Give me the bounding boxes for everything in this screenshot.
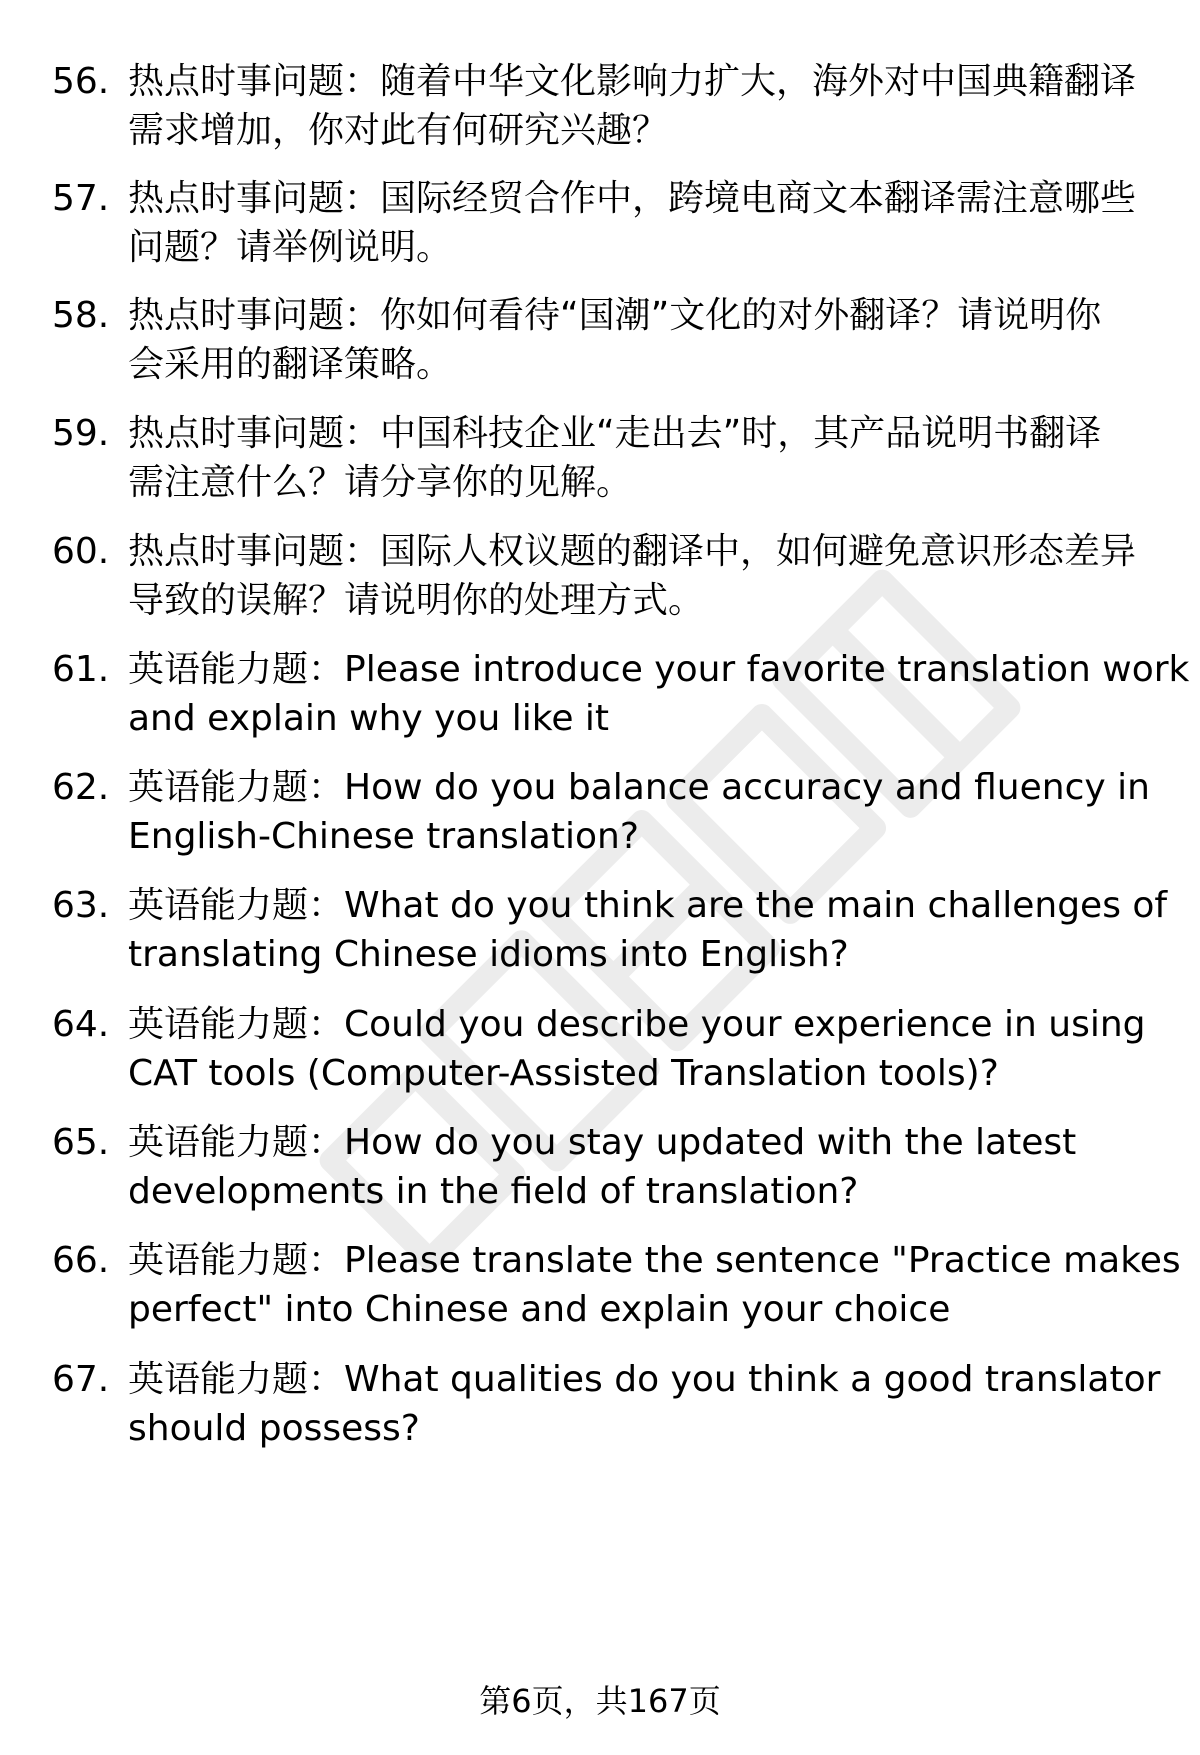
question-number: 58. [52,295,110,336]
question-number: 60. [52,531,110,572]
question-text-line: 英语能力题：How do you balance accuracy and fluency in [128,767,1150,808]
question-text-line: English-Chinese translation? [128,816,639,857]
question-text [128,291,1158,389]
question-number: 66. [52,1240,110,1281]
question-text-line: 热点时事问题：国际人权议题的翻译中，如何避免意识形态差异 [128,531,1137,572]
question-text-line: 热点时事问题：你如何看待“国潮”文化的对外翻译？请说明你 [128,295,1102,336]
question-number: 56. [52,61,110,102]
question-text [128,1355,1161,1453]
page-indicator: 第6页，共167页 [479,1682,721,1720]
question-text-line: 英语能力题：How do you stay updated with the latest [128,1122,1077,1163]
question-text-line: 需注意什么？请分享你的见解。 [128,462,633,503]
question-text [128,409,1158,507]
question-number: 67. [52,1359,110,1400]
question-number: 65. [52,1122,110,1163]
question-text-line: developments in the field of translation? [128,1171,859,1212]
question-text-line: 英语能力题：What do you think are the main challenges of [128,885,1168,926]
question-text [128,763,1158,861]
question-text [128,1236,1181,1334]
question-text-line: 热点时事问题：中国科技企业“走出去”时，其产品说明书翻译 [128,413,1102,454]
question-text [128,645,1190,743]
question-text [128,1118,1158,1216]
question-text-line: 英语能力题：Could you describe your experience in using [128,1004,1146,1045]
question-text-line: translating Chinese idioms into English? [128,934,849,975]
question-text-line: should possess? [128,1408,420,1449]
question-text-line: and explain why you like it [128,698,610,739]
question-text-line: perfect" into Chinese and explain your choice [128,1289,951,1330]
question-text-line: 英语能力题：Please introduce your favorite translation work [128,649,1190,690]
question-number: 57. [52,178,110,219]
question-number: 59. [52,413,110,454]
question-text [128,57,1158,155]
question-text-line: CAT tools (Computer-Assisted Translation tools)? [128,1053,999,1094]
question-number: 61. [52,649,110,690]
question-text-line: 英语能力题：Please translate the sentence "Practice makes [128,1240,1181,1281]
question-number: 64. [52,1004,110,1045]
question-text-line: 英语能力题：What qualities do you think a good translator [128,1359,1161,1400]
question-text-line: 导致的误解？请说明你的处理方式。 [128,580,705,621]
question-text [128,174,1158,272]
question-text [128,881,1168,979]
question-text-line: 热点时事问题：随着中华文化影响力扩大，海外对中国典籍翻译 [128,61,1137,102]
question-text [128,527,1158,625]
question-number: 63. [52,885,110,926]
question-text-line: 热点时事问题：国际经贸合作中，跨境电商文本翻译需注意哪些 [128,178,1137,219]
question-text [128,1000,1158,1098]
question-text-line: 问题？请举例说明。 [128,227,453,268]
question-text-line: 需求增加，你对此有何研究兴趣？ [128,110,669,151]
question-number: 62. [52,767,110,808]
question-text-line: 会采用的翻译策略。 [128,344,453,385]
